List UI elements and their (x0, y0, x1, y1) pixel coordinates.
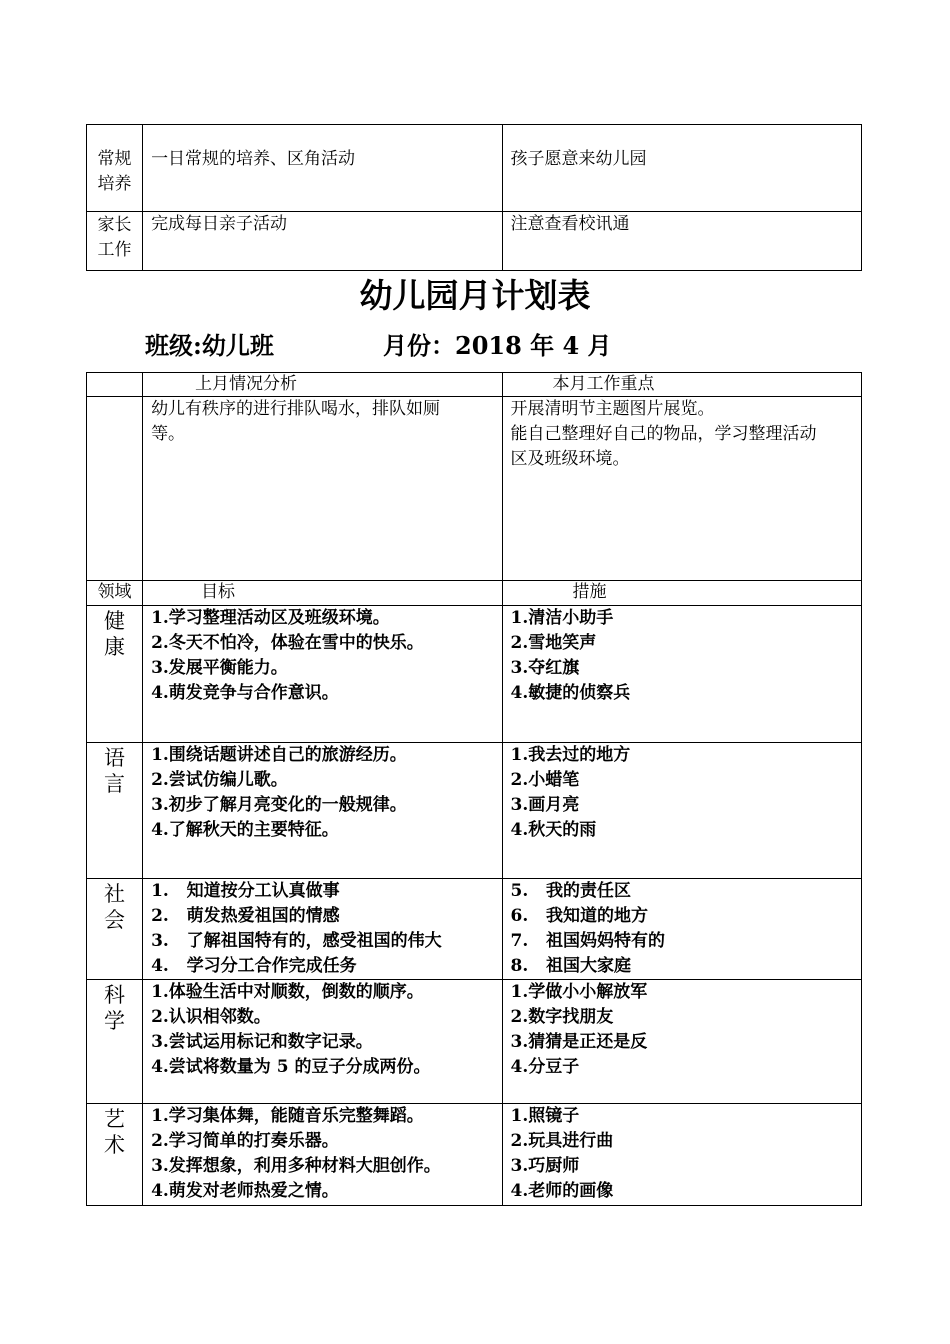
analysis-cell (143, 397, 502, 581)
analysis-line: 等。 (151, 424, 186, 444)
goals-cell (143, 1104, 502, 1206)
measures-cell (502, 879, 861, 980)
measure-item: 2.小蜡笔 (510, 770, 580, 790)
goal-item: 2.尝试仿编儿歌。 (151, 770, 288, 790)
analysis-blank-cell (87, 397, 143, 581)
goal-item: 4. 学习分工合作完成任务 (151, 956, 357, 976)
domain-char: 艺 (104, 1107, 126, 1131)
goal-item: 4.萌发竞争与合作意识。 (151, 683, 339, 703)
domain-name (87, 1104, 143, 1206)
col-measure: 措施 (502, 581, 861, 606)
measure-item: 2.玩具进行曲 (510, 1131, 614, 1151)
plan-table (86, 372, 862, 1206)
measures-cell (502, 606, 861, 743)
parent-left-cell: 完成每日亲子活动 (143, 212, 502, 271)
domain-name (87, 606, 143, 743)
goal-item: 1.围绕话题讲述自己的旅游经历。 (151, 745, 407, 765)
domain-char: 健 (104, 609, 126, 633)
goal-item: 2.认识相邻数。 (151, 1007, 271, 1027)
focus-line: 开展清明节主题图片展览。 (510, 399, 715, 419)
goal-item: 2.冬天不怕冷，体验在雪中的快乐。 (151, 633, 424, 653)
domain-char: 会 (104, 908, 126, 932)
goal-item: 3.发展平衡能力。 (151, 658, 288, 678)
domain-char: 科 (104, 983, 126, 1007)
routine-row (87, 125, 862, 212)
measures-cell (502, 1104, 861, 1206)
header-blank-cell (87, 373, 143, 397)
measure-item: 4.分豆子 (510, 1057, 580, 1077)
measure-item: 1.我去过的地方 (510, 745, 631, 765)
class-info: 班级:幼儿班 (145, 331, 274, 360)
measure-item: 5. 我的责任区 (510, 881, 632, 901)
header-focus: 本月工作重点 (502, 373, 861, 397)
routine-table (86, 124, 862, 271)
goal-item: 2. 萌发热爱祖国的情感 (151, 906, 340, 926)
domain-row-language (87, 743, 862, 879)
page-title: 幼儿园月计划表 (359, 276, 591, 315)
measure-item: 7. 祖国妈妈特有的 (510, 931, 666, 951)
goals-cell (143, 606, 502, 743)
goal-item: 1. 知道按分工认真做事 (151, 881, 340, 901)
measure-item: 1.清洁小助手 (510, 608, 614, 628)
measures-cell (502, 980, 861, 1104)
domain-row-art (87, 1104, 862, 1206)
goal-item: 1.学习整理活动区及班级环境。 (151, 608, 390, 628)
goal-item: 1.学习集体舞，能随音乐完整舞蹈。 (151, 1106, 424, 1126)
goals-cell (143, 743, 502, 879)
domain-row-science (87, 980, 862, 1104)
domain-header-row (87, 581, 862, 606)
measure-item: 8. 祖国大家庭 (510, 956, 632, 976)
goal-item: 1.体验生活中对顺数，倒数的顺序。 (151, 982, 424, 1002)
header-row (87, 373, 862, 397)
domain-char: 社 (104, 882, 126, 906)
measure-item: 2.数字找朋友 (510, 1007, 614, 1027)
parent-right-cell: 注意查看校讯通 (502, 212, 861, 271)
domain-char: 术 (104, 1133, 126, 1157)
row-label-line: 家长 (97, 215, 132, 235)
domain-row-health (87, 606, 862, 743)
routine-right-cell: 孩子愿意来幼儿园 (502, 125, 861, 212)
measure-item: 1.学做小小解放军 (510, 982, 648, 1002)
domain-char: 语 (104, 746, 126, 770)
row-label (87, 125, 143, 212)
goal-item: 2.学习简单的打奏乐器。 (151, 1131, 339, 1151)
goals-cell (143, 879, 502, 980)
col-domain: 领域 (87, 581, 143, 606)
goal-item: 3. 了解祖国特有的，感受祖国的伟大 (151, 931, 442, 951)
parent-row (87, 212, 862, 271)
goal-item: 4.萌发对老师热爱之情。 (151, 1181, 339, 1201)
goal-item: 3.尝试运用标记和数字记录。 (151, 1032, 373, 1052)
col-goal: 目标 (143, 581, 502, 606)
analysis-row (87, 397, 862, 581)
domain-char: 言 (104, 772, 126, 796)
focus-line: 能自己整理好自己的物品，学习整理活动 (510, 424, 817, 444)
measure-item: 1.照镜子 (510, 1106, 580, 1126)
measure-item: 4.秋天的雨 (510, 820, 597, 840)
domain-name (87, 879, 143, 980)
row-label-line: 工作 (97, 240, 132, 260)
goal-item: 4.尝试将数量为 5 的豆子分成两份。 (151, 1057, 431, 1077)
domain-name (87, 980, 143, 1104)
goal-item: 3.初步了解月亮变化的一般规律。 (151, 795, 407, 815)
analysis-line: 幼儿有秩序的进行排队喝水，排队如厕 (151, 399, 441, 419)
header-analysis: 上月情况分析 (143, 373, 502, 397)
month-info: 月份：2018 年 4 月 (383, 331, 612, 360)
routine-left-cell: 一日常规的培养、区角活动 (143, 125, 502, 212)
row-label (87, 212, 143, 271)
focus-line: 区及班级环境。 (510, 449, 630, 469)
domain-row-society (87, 879, 862, 980)
row-label-line: 培养 (97, 174, 132, 194)
measure-item: 2.雪地笑声 (510, 633, 597, 653)
domain-name (87, 743, 143, 879)
measure-item: 6. 我知道的地方 (510, 906, 649, 926)
measures-cell (502, 743, 861, 879)
goals-cell (143, 980, 502, 1104)
measure-item: 4.老师的画像 (510, 1181, 614, 1201)
focus-cell (502, 397, 861, 581)
measure-item: 3.夺红旗 (510, 658, 580, 678)
domain-char: 康 (104, 635, 126, 659)
measure-item: 3.画月亮 (510, 795, 580, 815)
domain-char: 学 (104, 1009, 126, 1033)
measure-item: 4.敏捷的侦察兵 (510, 683, 631, 703)
goal-item: 3.发挥想象，利用多种材料大胆创作。 (151, 1156, 441, 1176)
row-label-line: 常规 (97, 149, 132, 169)
goal-item: 4.了解秋天的主要特征。 (151, 820, 339, 840)
measure-item: 3.猜猜是正还是反 (510, 1032, 648, 1052)
measure-item: 3.巧厨师 (510, 1156, 580, 1176)
